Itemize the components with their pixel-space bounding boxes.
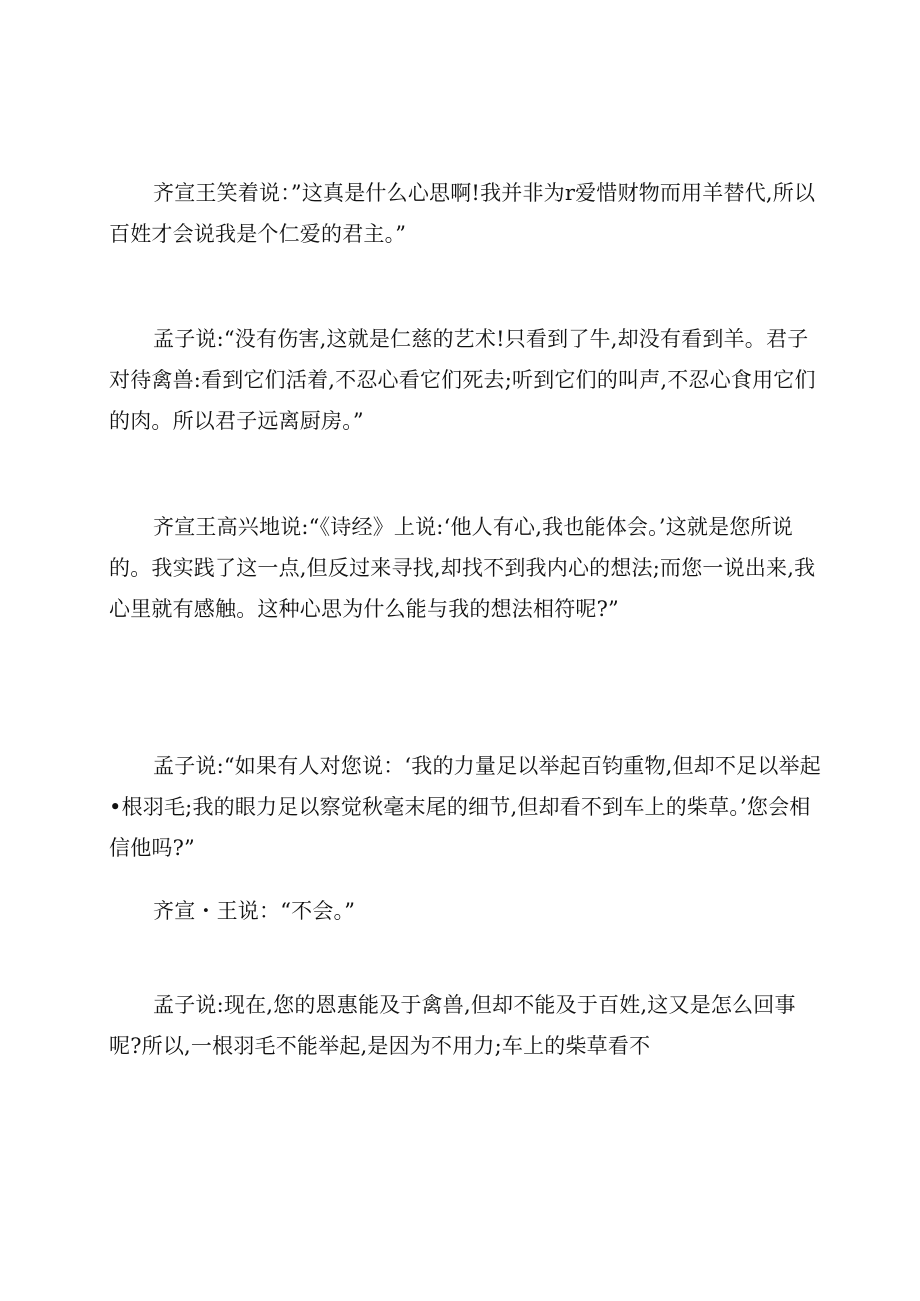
paragraph-5: 齐宣・王说：“不会。” bbox=[153, 899, 356, 923]
paragraph-4: 孟子说:“如果有人对您说：‘我的力量足以举起百钧重物,但却不足以举起•根羽毛;我的眼力足以察觉秋毫末尾的细节,但却看不到车上的柴草。’您会相信他吗?” bbox=[109, 754, 821, 860]
paragraph-1: 齐宣王笑着说：”这真是什么心思啊!我并非为r爱惜财物而用羊替代,所以百姓才会说我是个仁爱的君主。” bbox=[109, 181, 816, 246]
paragraph-3: 齐宣王高兴地说:“《诗经》上说:‘他人有心,我也能体会。’这就是您所说的。我实践了这一点,但反过来寻找,却找不到我内心的想法;而您一说出来,我心里就有感触。这种心思为什么能与我的想法相符呢?” bbox=[109, 515, 816, 621]
paragraph-6: 孟子说:现在,您的恩惠能及于禽兽,但却不能及于百姓,这又是怎么回事呢?所以,一根羽毛不能举起,是因为不用力;车上的柴草看不 bbox=[109, 993, 796, 1058]
paragraph-2: 孟子说:“没有伤害,这就是仁慈的艺术!只看到了牛,却没有看到羊。君子对待禽兽:看到它们活着,不忍心看它们死去;听到它们的叫声,不忍心食用它们的肉。所以君子远离厨房。” bbox=[109, 327, 816, 433]
